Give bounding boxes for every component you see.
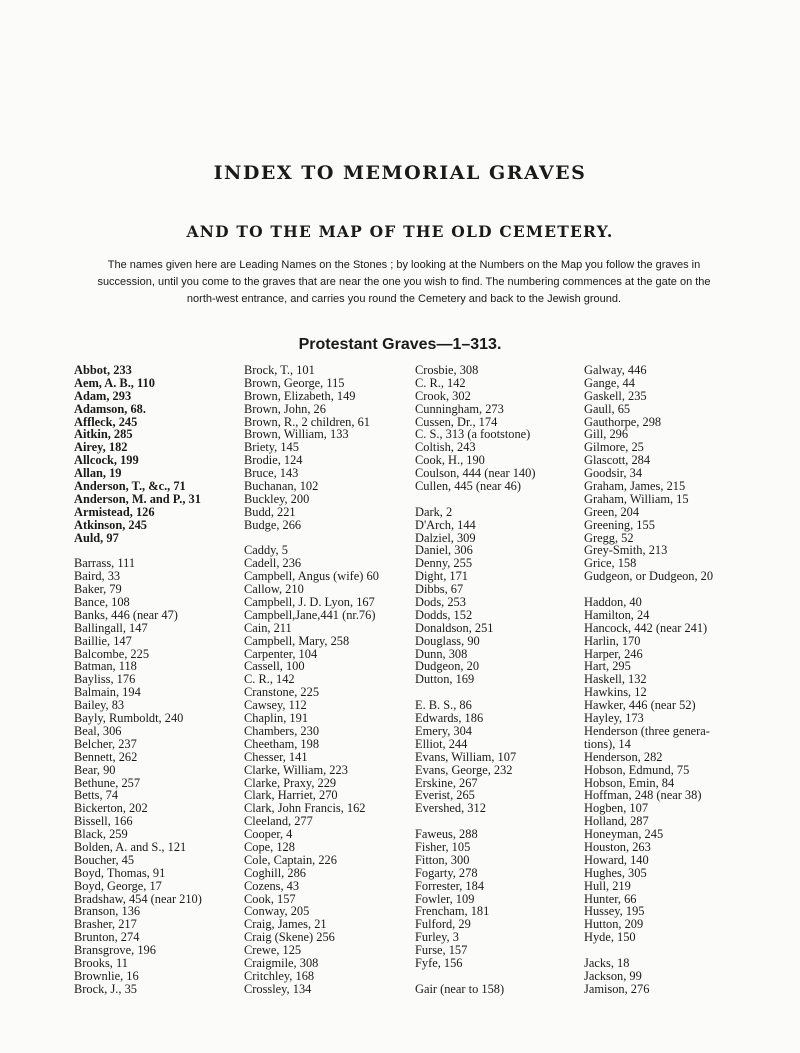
- index-entry: D'Arch, 144: [415, 517, 476, 532]
- index-entry: Goodsir, 34: [584, 466, 643, 481]
- index-entry: Hamilton, 24: [584, 607, 650, 622]
- index-entry: Hobson, Edmund, 75: [584, 762, 690, 777]
- index-entry: Betts, 74: [74, 788, 119, 803]
- index-entry: Dunn, 308: [415, 646, 468, 661]
- index-entry: Haskell, 132: [584, 672, 647, 687]
- index-entry: Dudgeon, 20: [415, 659, 480, 674]
- index-entry: Dalziel, 309: [415, 530, 476, 545]
- section-title: Protestant Graves—1–313.: [298, 336, 502, 353]
- index-entry: Bayly, Rumboldt, 240: [74, 711, 184, 726]
- index-entry: Houston, 263: [584, 839, 651, 854]
- index-entry: Ballingall, 147: [74, 620, 148, 635]
- index-entry: Bayliss, 176: [74, 672, 136, 687]
- index-entry: Adamson, 68.: [74, 401, 146, 416]
- index-entry: Graham, James, 215: [584, 479, 686, 494]
- index-entry: Baillie, 147: [74, 633, 132, 648]
- index-entry: Anderson, M. and P., 31: [74, 491, 201, 506]
- index-entry: Donaldson, 251: [415, 620, 494, 635]
- index-entry: Balcombe, 225: [74, 646, 150, 661]
- index-entry: Barrass, 111: [74, 556, 136, 571]
- index-entry: Armistead, 126: [74, 504, 155, 519]
- index-entry: E. B. S., 86: [415, 698, 472, 713]
- index-entry: Conway, 205: [244, 904, 310, 919]
- index-entry: Brown, William, 133: [244, 427, 349, 442]
- index-entry: Coulson, 444 (near 140): [415, 466, 536, 481]
- index-entry: Henderson (three genera-: [584, 723, 710, 738]
- index-entry: Gair (near to 158): [415, 981, 505, 996]
- index-entry: Bruce, 143: [244, 466, 299, 481]
- index-entry: Craig (Skene) 256: [244, 930, 335, 945]
- index-entry: Hull, 219: [584, 878, 631, 893]
- index-entry: Hancock, 442 (near 241): [584, 620, 708, 635]
- index-entry: Cole, Captain, 226: [244, 852, 337, 867]
- index-entry: Clark, John Francis, 162: [244, 801, 366, 816]
- index-entry: Bennett, 262: [74, 749, 138, 764]
- index-entry: Gauthorpe, 298: [584, 414, 662, 429]
- index-entry: Chesser, 141: [244, 749, 308, 764]
- index-entry: Howard, 140: [584, 852, 649, 867]
- index-entry: Coghill, 286: [244, 865, 306, 880]
- index-entry: Bradshaw, 454 (near 210): [74, 891, 202, 906]
- index-entry: Cook, H., 190: [415, 453, 485, 468]
- index-entry: Hart, 295: [584, 659, 631, 674]
- index-entry: Brown, Elizabeth, 149: [244, 388, 356, 403]
- index-entry: Cranstone, 225: [244, 685, 320, 700]
- index-entry: Gilmore, 25: [584, 440, 644, 455]
- index-entry: Fogarty, 278: [415, 865, 478, 880]
- index-column-1: [74, 364, 202, 996]
- index-entry: Batman, 118: [74, 659, 137, 674]
- index-entry: Grey-Smith, 213: [584, 543, 668, 558]
- index-entry: Dods, 253: [415, 595, 466, 610]
- index-entry: Fulford, 29: [415, 917, 471, 932]
- index-entry: Critchley, 168: [244, 968, 315, 983]
- index-entry: Dight, 171: [415, 569, 469, 584]
- index-entry: Everist, 265: [415, 788, 475, 803]
- index-entry: C. S., 313 (a footstone): [415, 427, 531, 442]
- index-entry: Caddy, 5: [244, 543, 288, 558]
- page-subtitle: AND TO THE MAP OF THE OLD CEMETERY.: [186, 222, 614, 241]
- index-entry: Cain, 211: [244, 620, 292, 635]
- index-entry: Gudgeon, or Dudgeon, 20: [584, 569, 714, 584]
- letter-gap: [415, 970, 535, 983]
- index-entry: Graham, William, 15: [584, 491, 689, 506]
- index-entry: Cunningham, 273: [415, 401, 504, 416]
- index-entry: Budd, 221: [244, 504, 296, 519]
- index-column-3: [415, 364, 535, 996]
- index-entry: Budge, 266: [244, 517, 302, 532]
- index-entry: Cassell, 100: [244, 659, 305, 674]
- index-entry: Cussen, Dr., 174: [415, 414, 498, 429]
- index-entry: Coltish, 243: [415, 440, 476, 455]
- index-entry: Denny, 255: [415, 556, 473, 571]
- index-entry: Evershed, 312: [415, 801, 486, 816]
- index-entry: Abbot, 233: [74, 363, 132, 377]
- index-entry: Allcock, 199: [74, 453, 139, 468]
- index-entry: Gregg, 52: [584, 530, 634, 545]
- intro-paragraph: The names given here are Leading Names on the Stones ; by looking at the Numbers on the Map you follow the graves in succession, until you come to the graves that are near the one you wish to find. The numbering commences at the gate on the north-west entrance, and carries you round the Cemetery and back to the Jewish ground.: [97, 259, 711, 305]
- index-entry: Airey, 182: [74, 440, 128, 455]
- index-entry: Hobson, Emin, 84: [584, 775, 675, 790]
- index-entry: Henderson, 282: [584, 749, 663, 764]
- index-entry: Hogben, 107: [584, 801, 649, 816]
- page-title: INDEX TO MEMORIAL GRAVES: [213, 162, 587, 184]
- index-entry: Elliot, 244: [415, 736, 468, 751]
- index-entry: Fyfe, 156: [415, 955, 463, 970]
- index-entry: Brock, J., 35: [74, 981, 137, 996]
- index-entry: Baird, 33: [74, 569, 121, 584]
- index-entry: Bickerton, 202: [74, 801, 148, 816]
- index-entry: Dodds, 152: [415, 607, 473, 622]
- index-entry: Gill, 296: [584, 427, 629, 442]
- index-entry: Harper, 246: [584, 646, 643, 661]
- index-entry: Haddon, 40: [584, 595, 642, 610]
- index-entry: Crosbie, 308: [415, 363, 479, 377]
- index-entry: Craigmile, 308: [244, 955, 319, 970]
- index-entry: Dibbs, 67: [415, 582, 464, 597]
- index-entry: Atkinson, 245: [74, 517, 147, 532]
- index-entry: Gaskell, 235: [584, 388, 647, 403]
- index-entry: Hutton, 209: [584, 917, 644, 932]
- index-entry: Briety, 145: [244, 440, 299, 455]
- index-entry: C. R., 142: [244, 672, 295, 687]
- index-entry: Evans, George, 232: [415, 762, 513, 777]
- index-entry: Furse, 157: [415, 943, 468, 958]
- index-entry: Hussey, 195: [584, 904, 645, 919]
- index-entry: Brown, George, 115: [244, 375, 345, 390]
- index-entry: Campbell, Angus (wife) 60: [244, 569, 379, 584]
- index-entry: Brunton, 274: [74, 930, 140, 945]
- index-entry: Faweus, 288: [415, 827, 478, 842]
- index-entry: Grice, 158: [584, 556, 637, 571]
- index-entry: Campbell, J. D. Lyon, 167: [244, 595, 375, 610]
- index-entry: Holland, 287: [584, 814, 649, 829]
- index-entry: Cozens, 43: [244, 878, 300, 893]
- index-entry: Fowler, 109: [415, 891, 475, 906]
- index-entry: Jackson, 99: [584, 968, 642, 983]
- index-entry: C. R., 142: [415, 375, 466, 390]
- index-entry: Green, 204: [584, 504, 640, 519]
- index-entry: Cawsey, 112: [244, 698, 307, 713]
- index-entry: Crook, 302: [415, 388, 471, 403]
- index-entry: Carpenter, 104: [244, 646, 318, 661]
- index-entry: Glascott, 284: [584, 453, 651, 468]
- index-entry: Campbell,Jane,441 (nr.76): [244, 607, 376, 622]
- index-entry: Cooper, 4: [244, 827, 293, 842]
- index-entry: Chambers, 230: [244, 723, 320, 738]
- index-entry: Brown, R., 2 children, 61: [244, 414, 370, 429]
- index-entry: Crewe, 125: [244, 943, 302, 958]
- index-entry: Evans, William, 107: [415, 749, 517, 764]
- index-column-2: [244, 364, 379, 996]
- index-entry: Fisher, 105: [415, 839, 471, 854]
- index-entry: Chaplin, 191: [244, 711, 309, 726]
- index-entry: Dark, 2: [415, 504, 453, 519]
- index-entry: Boyd, Thomas, 91: [74, 865, 166, 880]
- index-entry: Bance, 108: [74, 595, 130, 610]
- index-entry: Brodie, 124: [244, 453, 303, 468]
- index-entry: Baker, 79: [74, 582, 122, 597]
- index-entry: Emery, 304: [415, 723, 473, 738]
- index-entry: Hoffman, 248 (near 38): [584, 788, 702, 803]
- index-entry: Balmain, 194: [74, 685, 141, 700]
- index-entry: Hawkins, 12: [584, 685, 647, 700]
- index-entry: Cope, 128: [244, 839, 295, 854]
- index-entry: Black, 259: [74, 827, 128, 842]
- index-entry: Douglass, 90: [415, 633, 480, 648]
- index-entry: Dutton, 169: [415, 672, 475, 687]
- index-entry: Jacks, 18: [584, 955, 630, 970]
- index-entry: Callow, 210: [244, 582, 304, 597]
- index-entry: Clark, Harriet, 270: [244, 788, 338, 803]
- index-entry: Cheetham, 198: [244, 736, 320, 751]
- index-entry: Brooks, 11: [74, 955, 128, 970]
- index-entry: Cullen, 445 (near 46): [415, 479, 521, 494]
- index-entry: Edwards, 186: [415, 711, 484, 726]
- index-entry: Furley, 3: [415, 930, 459, 945]
- index-entry: Affleck, 245: [74, 414, 138, 429]
- index-entry: Erskine, 267: [415, 775, 478, 790]
- index-entry: Crossley, 134: [244, 981, 312, 996]
- index-entry: Buchanan, 102: [244, 479, 319, 494]
- index-entry: Harlin, 170: [584, 633, 641, 648]
- index-entry: Hughes, 305: [584, 865, 647, 880]
- index-entry: Bransgrove, 196: [74, 943, 156, 958]
- index-entry: Galway, 446: [584, 363, 647, 377]
- index-entry: Cleeland, 277: [244, 814, 313, 829]
- index-entry: Beal, 306: [74, 723, 122, 738]
- index-entry: Brown, John, 26: [244, 401, 326, 416]
- index-entry: Brasher, 217: [74, 917, 137, 932]
- index-entry: Forrester, 184: [415, 878, 485, 893]
- index-entry: Bailey, 83: [74, 698, 125, 713]
- index-entry: Hyde, 150: [584, 930, 636, 945]
- index-entry: Bear, 90: [74, 762, 116, 777]
- index-entry: Bolden, A. and S., 121: [74, 839, 187, 854]
- index-entry: Gange, 44: [584, 375, 635, 390]
- index-entry: Honeyman, 245: [584, 827, 664, 842]
- index-entry: Belcher, 237: [74, 736, 137, 751]
- index-entry: Campbell, Mary, 258: [244, 633, 350, 648]
- index-entry: Clarke, Praxy, 229: [244, 775, 337, 790]
- index-entry: tions), 14: [584, 736, 631, 751]
- index-entry: Branson, 136: [74, 904, 141, 919]
- index-entry: Fitton, 300: [415, 852, 470, 867]
- index-entry: Boyd, George, 17: [74, 878, 162, 893]
- index-entry: Frencham, 181: [415, 904, 490, 919]
- index-entry: Clarke, William, 223: [244, 762, 348, 777]
- index-entry: Bethune, 257: [74, 775, 141, 790]
- index-entry: Cadell, 236: [244, 556, 302, 571]
- index-entry: Hawker, 446 (near 52): [584, 698, 696, 713]
- index-entry: Brock, T., 101: [244, 363, 315, 377]
- index-entry: Aem, A. B., 110: [74, 375, 155, 390]
- index-entry: Brownlie, 16: [74, 968, 139, 983]
- index-entry: Cook, 157: [244, 891, 296, 906]
- index-entry: Anderson, T., &c., 71: [74, 479, 186, 494]
- index-entry: Auld, 97: [74, 530, 119, 545]
- index-entry: Hunter, 66: [584, 891, 637, 906]
- index-entry: Adam, 293: [74, 388, 132, 403]
- index-entry: Boucher, 45: [74, 852, 135, 867]
- index-entry: Buckley, 200: [244, 491, 310, 506]
- index-entry: Daniel, 306: [415, 543, 473, 558]
- index-entry: Greening, 155: [584, 517, 655, 532]
- index-entry: Aitkin, 285: [74, 427, 133, 442]
- index-entry: Allan, 19: [74, 466, 122, 481]
- letter-gap: [415, 493, 535, 506]
- index-entry: Hayley, 173: [584, 711, 644, 726]
- index-entry: Gaull, 65: [584, 401, 631, 416]
- index-entry: Banks, 446 (near 47): [74, 607, 178, 622]
- index-column-4: [584, 364, 713, 996]
- index-entry: Bissell, 166: [74, 814, 133, 829]
- index-entry: Jamison, 276: [584, 981, 650, 996]
- index-entry: Craig, James, 21: [244, 917, 327, 932]
